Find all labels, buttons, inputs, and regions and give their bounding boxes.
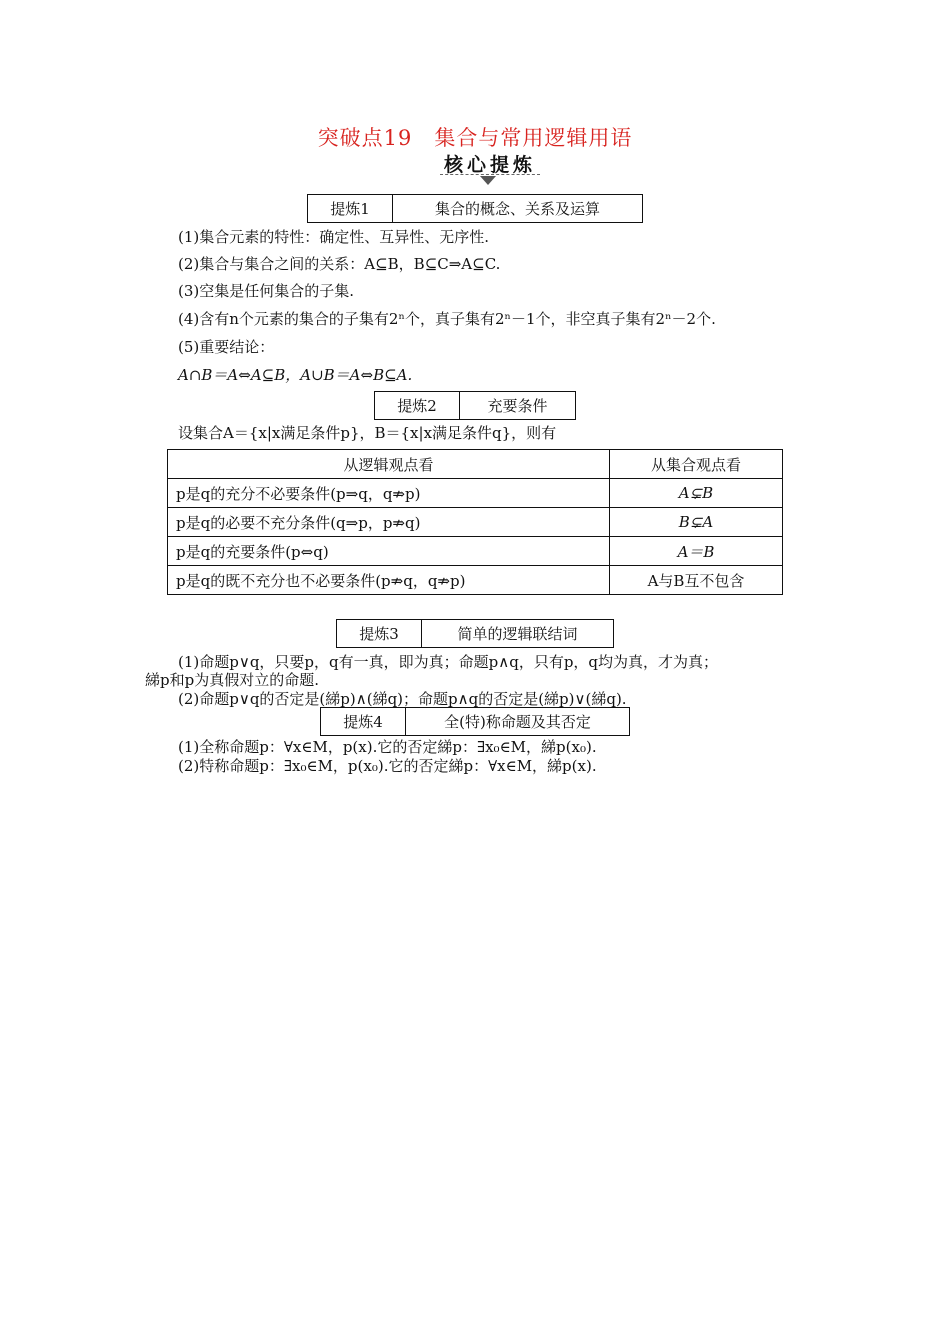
s1-item-4: (4)含有n个元素的集合的子集有2ⁿ个，真子集有2ⁿ－1个，非空真子集有2ⁿ－2个. [178,310,716,328]
table-header-cell: 从逻辑观点看 [168,450,610,479]
conditions-table [167,449,783,595]
table-row [168,566,783,595]
section-box-1 [307,194,643,223]
s2-intro: 设集合A＝{x|x满足条件p}，B＝{x|x满足条件q}，则有 [178,424,557,442]
s3-item-1: (1)命题p∨q，只要p，q有一真，即为真；命题p∧q，只有p，q均为真，才为真； [178,653,719,671]
table-cell: p是q的既不充分也不必要条件(p⇏q，q⇏p) [168,566,610,595]
table-cell: p是q的充分不必要条件(p⇒q，q⇏p) [168,479,610,508]
section-box-4 [320,707,630,736]
s1-item-3: (3)空集是任何集合的子集. [178,282,355,300]
s3-item-1-cont: 綈p和p为真假对立的命题. [145,671,319,689]
section-box-2 [374,391,576,420]
table-cell: A⊊B [610,479,783,508]
s3-item-2: (2)命题p∨q的否定是(綈p)∧(綈q)；命题p∧q的否定是(綈p)∨(綈q). [178,690,627,708]
table-cell: B⊊A [610,508,783,537]
table-row [168,479,783,508]
triangle-down-icon [480,176,496,185]
s1-item-5: (5)重要结论： [178,338,275,356]
table-cell: p是q的必要不充分条件(q⇒p，p⇏q) [168,508,610,537]
section-heading: 简单的逻辑联结词 [457,625,578,643]
section-box-3 [336,619,614,648]
subtitle-underline [440,174,540,175]
section-label: 提炼1 [308,195,393,222]
table-cell: A＝B [610,537,783,566]
s4-item-2: (2)特称命题p：∃x₀∈M，p(x₀).它的否定綈p：∀x∈M，綈p(x). [178,757,597,775]
table-header-cell: 从集合观点看 [610,450,783,479]
section-label: 提炼4 [321,708,406,735]
table-row [168,508,783,537]
s1-item-6: A∩B＝A⇔A⊆B，A∪B＝A⇔B⊆A. [178,366,413,384]
s1-item-2: (2)集合与集合之间的关系：A⊆B，B⊆C⇒A⊆C. [178,255,501,273]
table-row [168,537,783,566]
table-cell: A与B互不包含 [610,566,783,595]
section-label: 提炼2 [375,392,460,419]
section-heading: 全(特)称命题及其否定 [444,713,591,731]
section-label: 提炼3 [337,620,422,647]
section-heading: 充要条件 [487,397,548,415]
s1-item-1: (1)集合元素的特性：确定性、互异性、无序性. [178,228,490,246]
table-cell: p是q的充要条件(p⇔q) [168,537,610,566]
page-title: 突破点19 集合与常用逻辑用语 [317,126,633,150]
s4-item-1: (1)全称命题p：∀x∈M，p(x).它的否定綈p：∃x₀∈M，綈p(x₀). [178,738,597,756]
section-heading: 集合的概念、关系及运算 [434,200,600,218]
table-header-row [168,450,783,479]
section-subtitle: 核心提炼 [443,154,536,176]
